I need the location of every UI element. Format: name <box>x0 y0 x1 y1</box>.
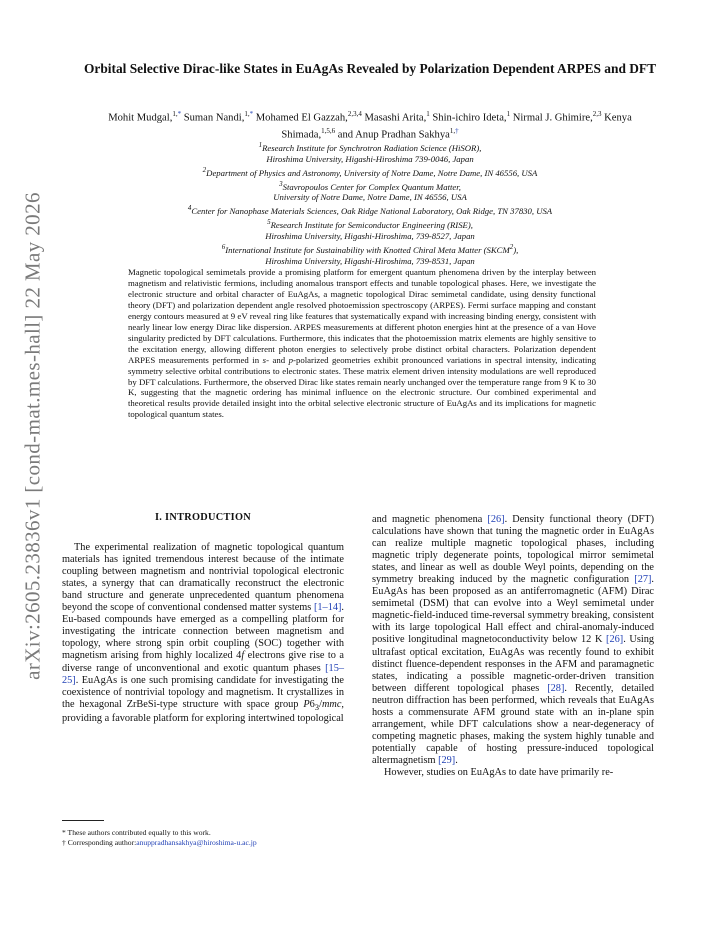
arxiv-identifier: arXiv:2605.23836v1 [cond-mat.mes-hall] 22 May 2026 <box>20 192 45 680</box>
affiliation-line: Hiroshima University, Higashi-Hiroshima, 739-8527, Japan <box>265 230 475 241</box>
affiliation-line: Hiroshima University, Higashi-Hiroshima, 739-8531, Japan <box>265 255 475 266</box>
affiliation-line: University of Notre Dame, Notre Dame, IN 46556, USA <box>273 192 467 203</box>
affiliation-line: $^2$Department of Physics and Astronomy, University of Notre Dame, Notre Dame, IN 46556, USA <box>202 165 538 178</box>
section-heading-introduction: I. INTRODUCTION <box>154 512 252 523</box>
intro-paragraph-next: However, studies on EuAgAs to date have primarily re- <box>384 766 614 778</box>
affiliation-line: $^1$Research Institute for Synchrotron Radiation Science (HiSOR), <box>258 141 482 153</box>
arxiv-sidebar <box>18 186 48 686</box>
footnote-equal-contribution: * These authors contributed equally to this work. <box>62 828 211 837</box>
affiliation-line: $^4$Center for Nanophase Materials Sciences, Oak Ridge National Laboratory, Oak Ridge, TN 37830, USA <box>187 204 553 217</box>
paper-title: Orbital Selective Dirac-like States in EuAgAs Revealed by Polarization Dependent ARPES and DFT <box>83 61 657 76</box>
intro-paragraph: The experimental realization of magnetic topological quantum materials has ignited tremendous interest because of the intimate coupling between magnetism and nontrivial topological electronic states, a synergy that can dramatically reconstruct the electronic band structure and generate unprecedented quantum phenomena beyond the scope of conventional condensed matter systems [1–14]. Eu-based compounds have emerged as a compelling platform for investigating the intricate connection between magnetism and topology, where strong spin orbit coupling (SOC) together with magnetism arising from highly localized 4f electrons give rise to a diverse range of unconventional and exotic quantum phases [15–25]. EuAgAs is one such promising candidate for investigating the coexistence of nontrivial topology and magnetism. It crystallizes in the hexagonal ZrBeSi-type structure with space group $P6_3$/mmc, providing a favorable platform for exploring intertwined topological <box>62 542 344 724</box>
affiliation-list <box>80 140 660 266</box>
affiliation-line: $^3$Stavropoulos Center for Complex Quantum Matter, <box>279 179 461 192</box>
footnotes <box>62 828 362 848</box>
corresponding-email-link[interactable]: anuppradhansakhya@hiroshima-u.ac.jp <box>136 838 257 847</box>
affiliation-line: $^6$International Institute for Sustainability with Knotted Chiral Meta Matter (SKCM$^2$), <box>221 242 519 255</box>
affiliation-line: Hiroshima University, Higashi-Hiroshima 739-0046, Japan <box>266 153 474 164</box>
footnote-corresponding-author <box>62 838 362 848</box>
footnote-divider <box>62 820 104 821</box>
affiliation-line: $^5$Research Institute for Semiconductor Engineering (RISE), <box>267 218 473 230</box>
right-column <box>372 514 654 779</box>
abstract: Magnetic topological semimetals provide a promising platform for emergent quantum phenomena driven by the interplay between magnetism and relativistic fermions, including anomalous transport effects and tunable topological phases. Here, we investigate the electronic structure and orbital character of EuAgAs, a magnetic topological Dirac semimetal candidate, using density functional theory (DFT) and polarization dependent angle resolved photoemission spectroscopy (ARPES). Fermi surface mapping and constant energy contours measured at 9 eV reveal ring like features that systematically expand with increasing binding energy, consistent with nearly linear low energy Dirac like dispersion. ARPES measurements at different photon energies hint at the presence of a van Hove singularity predicted by DFT calculations. Furthermore, this indicates that the photoemission matrix elements are highly sensitive to the excitation energy, allowing different photon energies to selectively probe distinct orbital characters. Polarization dependent ARPES measurements performed in s- and p-polarized geometries exhibit pronounced variations in spectral intensity, indicating symmetry selective orbital contributions to electronic states. These matrix element driven intensity modulations are well reproduced by DFT calculations. Furthermore, the observed Dirac like states remain nearly unchanged over the temperature range from 9 K to 30 K, suggesting that the magnetic ordering has minimal influence on the electronic structure. Our combined experimental and theoretical results provide detailed insight into the orbital selective electronic structure of EuAgAs and its implications for magnetic topological quantum states. <box>128 267 596 420</box>
footnote-corresponding-label: † Corresponding author: <box>62 838 137 847</box>
author-list: Mohit Mudgal,$^{1,*}$ Suman Nandi,$^{1,*}$ Mohamed El Gazzah,$^{2,3,4}$ Masashi Arita,$^1$ Shin-ichiro Ideta,$^1$ Nirmal J. Ghimire,$^{2,3}$ Kenya Shimada,$^{1,5,6}$ and Anup Pradhan Sakhya$^{1,\dagger}$ <box>108 110 632 141</box>
intro-paragraph-continued: and magnetic phenomena [26]. Density functional theory (DFT) calculations have shown that tuning the magnetic order in EuAgAs can realize multiple magnetic topological phases, including magnetic triply degenerate points, topological mirror semimetal states, and linear as well as double Weyl points, depending on the symmetry breaking induced by the magnetic configuration [27]. EuAgAs has been proposed as an antiferromagnetic (AFM) Dirac semimetal (DSM) that can evolve into a Weyl semimetal under magnetic-field-induced time-reversal symmetry breaking, consistent with its large topological Hall effect and chiral-anomaly-induced positive longitudinal magnetoconductivity below 12 K [26]. Using ultrafast optical excitation, EuAgAs was recently found to exhibit distinct fluence-dependent responses in the AFM and paramagnetic states, indicating a possible magnetic-order-driven transition between different topological phases [28]. Recently, detailed neutron diffraction has been performed, which reveals that EuAgAs hosts a commensurate AFM ground state with an in-plane spin arrangement, while DFT calculations show a near-degeneracy of competing magnetic phases, making the system highly tunable and potentially capable of hosting pressure-induced topological altermagnetism [29]. <box>372 514 655 766</box>
left-column <box>62 512 344 725</box>
